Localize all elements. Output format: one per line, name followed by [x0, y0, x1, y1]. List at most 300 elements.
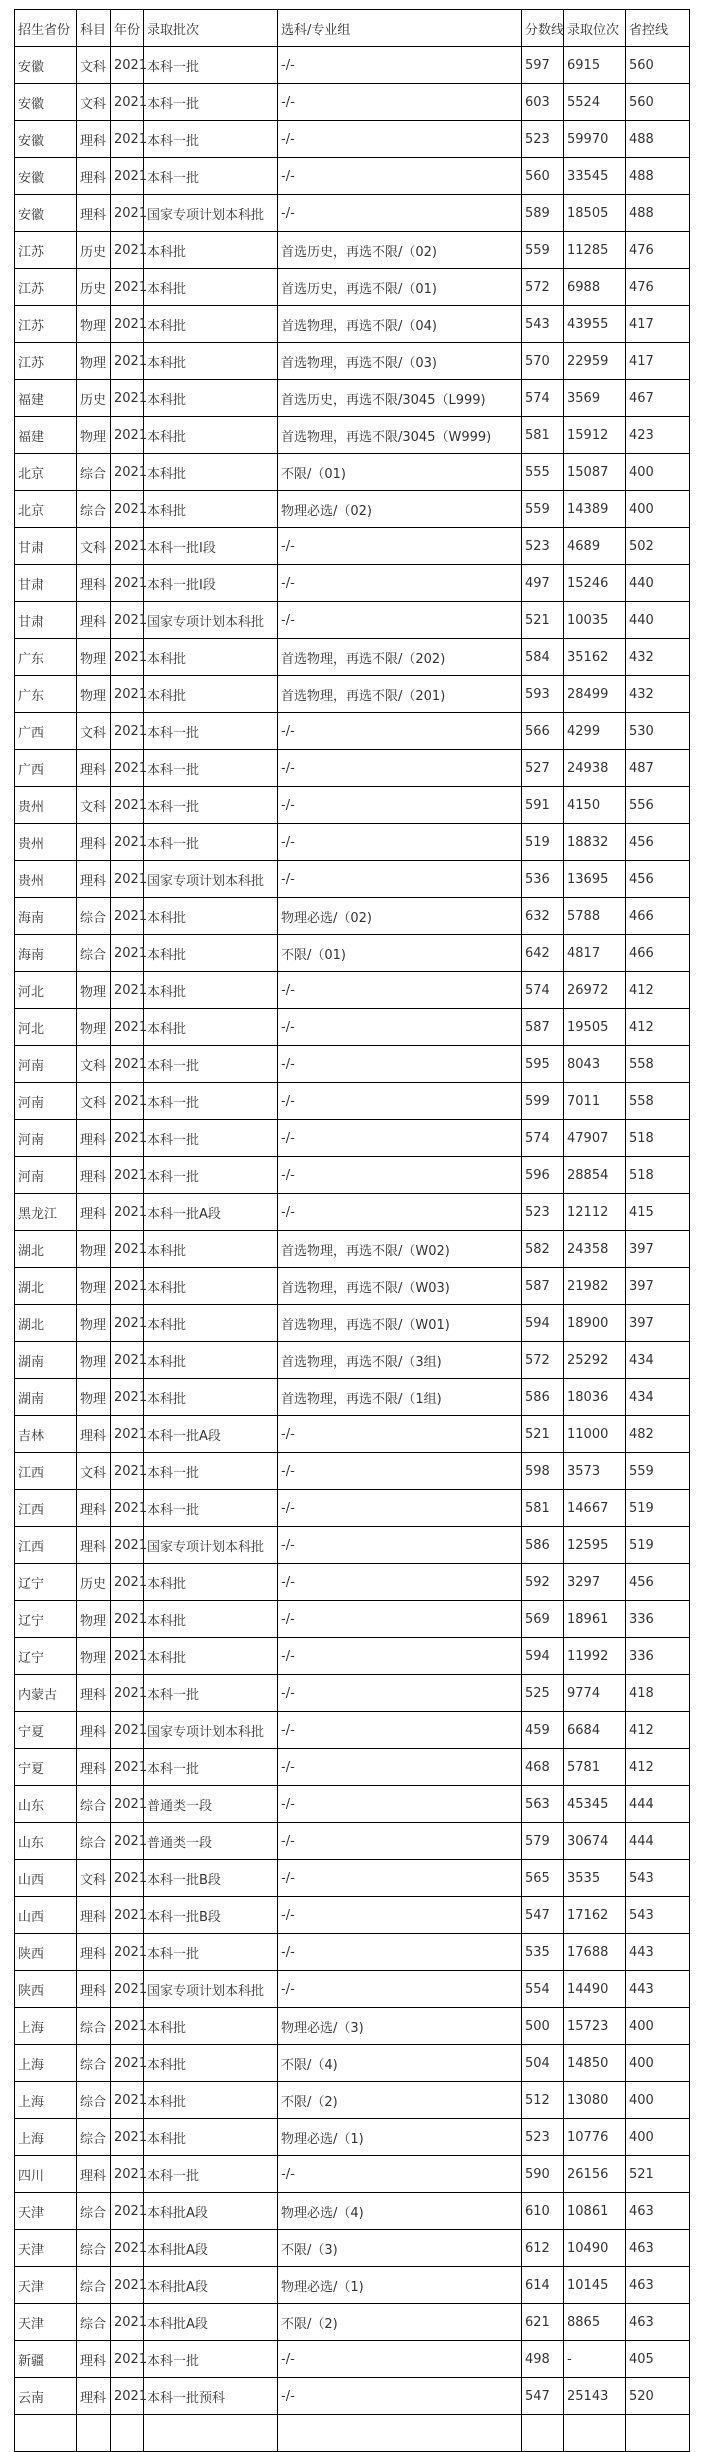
cell-rank — [564, 2415, 626, 2452]
cell-year: 2021 — [111, 898, 144, 935]
cell-score: 582 — [522, 1231, 564, 1268]
cell-year: 2021 — [111, 1897, 144, 1934]
cell-batch: 本科批 — [144, 269, 278, 306]
cell-year: 2021 — [111, 1860, 144, 1897]
cell-subject: 理科 — [77, 1194, 111, 1231]
cell-year: 2021 — [111, 1157, 144, 1194]
cell-subject-group: -/- — [278, 1601, 522, 1638]
cell-subject: 综合 — [77, 2008, 111, 2045]
cell-score — [522, 2415, 564, 2452]
cell-score: 543 — [522, 306, 564, 343]
cell-year: 2021 — [111, 528, 144, 565]
cell-province: 贵州 — [15, 861, 77, 898]
cell-subject: 理科 — [77, 602, 111, 639]
cell-subject-group: 不限/（2) — [278, 2082, 522, 2119]
cell-subject: 理科 — [77, 1120, 111, 1157]
cell-score: 547 — [522, 2378, 564, 2415]
cell-rank: 6915 — [564, 47, 626, 84]
table-row — [15, 1009, 690, 1046]
cell-score: 527 — [522, 750, 564, 787]
cell-subject-group: -/- — [278, 1120, 522, 1157]
cell-control-line: 400 — [626, 2119, 690, 2156]
cell-province: 广东 — [15, 676, 77, 713]
cell-subject: 物理 — [77, 1638, 111, 1675]
cell-rank: 17688 — [564, 1934, 626, 1971]
cell-batch: 本科一批 — [144, 1083, 278, 1120]
cell-score: 468 — [522, 1749, 564, 1786]
cell-rank: 15912 — [564, 417, 626, 454]
cell-year: 2021 — [111, 343, 144, 380]
cell-subject: 理科 — [77, 1712, 111, 1749]
cell-control-line: 456 — [626, 824, 690, 861]
cell-batch: 本科批 — [144, 1009, 278, 1046]
cell-control-line: 400 — [626, 2008, 690, 2045]
cell-batch: 本科批 — [144, 343, 278, 380]
cell-control-line: 543 — [626, 1897, 690, 1934]
cell-rank: 5524 — [564, 84, 626, 121]
cell-rank: 13695 — [564, 861, 626, 898]
cell-batch: 本科批 — [144, 1231, 278, 1268]
cell-batch: 本科一批A段 — [144, 1194, 278, 1231]
cell-subject-group: 首选物理，再选不限/（03) — [278, 343, 522, 380]
cell-province: 福建 — [15, 380, 77, 417]
cell-batch: 本科批 — [144, 2008, 278, 2045]
table-row — [15, 935, 690, 972]
cell-subject-group: 不限/（2) — [278, 2304, 522, 2341]
cell-score: 559 — [522, 232, 564, 269]
cell-subject: 综合 — [77, 1786, 111, 1823]
cell-subject: 物理 — [77, 1342, 111, 1379]
cell-rank: 11285 — [564, 232, 626, 269]
cell-control-line: 336 — [626, 1601, 690, 1638]
cell-score: 523 — [522, 1194, 564, 1231]
cell-batch: 本科批 — [144, 380, 278, 417]
cell-score: 597 — [522, 47, 564, 84]
table-header-row — [15, 10, 690, 47]
cell-batch: 本科批 — [144, 1379, 278, 1416]
cell-batch: 国家专项计划本科批 — [144, 1712, 278, 1749]
cell-batch: 本科一批 — [144, 84, 278, 121]
cell-province: 江苏 — [15, 343, 77, 380]
cell-subject-group: 物理必选/（1) — [278, 2267, 522, 2304]
cell-score: 572 — [522, 1342, 564, 1379]
cell-score: 521 — [522, 1416, 564, 1453]
cell-subject-group: -/- — [278, 1564, 522, 1601]
cell-subject-group: 首选物理，再选不限/（201) — [278, 676, 522, 713]
cell-score: 581 — [522, 417, 564, 454]
header-subject: 科目 — [77, 10, 111, 47]
cell-province: 安徽 — [15, 47, 77, 84]
cell-province: 河北 — [15, 1009, 77, 1046]
cell-score: 592 — [522, 1564, 564, 1601]
cell-year: 2021 — [111, 195, 144, 232]
cell-subject-group: 首选物理，再选不限/（W02) — [278, 1231, 522, 1268]
cell-subject: 理科 — [77, 565, 111, 602]
cell-subject: 文科 — [77, 1083, 111, 1120]
cell-subject-group: -/- — [278, 1046, 522, 1083]
cell-batch: 本科批 — [144, 1638, 278, 1675]
cell-control-line: 518 — [626, 1120, 690, 1157]
cell-year: 2021 — [111, 1231, 144, 1268]
cell-control-line: 530 — [626, 713, 690, 750]
cell-subject-group: 物理必选/（1) — [278, 2119, 522, 2156]
table-row — [15, 1527, 690, 1564]
cell-rank: - — [564, 2341, 626, 2378]
cell-province: 河南 — [15, 1157, 77, 1194]
cell-province: 辽宁 — [15, 1638, 77, 1675]
cell-subject-group: -/- — [278, 1083, 522, 1120]
cell-province: 黑龙江 — [15, 1194, 77, 1231]
cell-control-line: 405 — [626, 2341, 690, 2378]
table-row — [15, 2341, 690, 2378]
cell-control-line: 463 — [626, 2230, 690, 2267]
cell-batch: 本科一批B段 — [144, 1897, 278, 1934]
cell-province: 安徽 — [15, 121, 77, 158]
cell-control-line: 518 — [626, 1157, 690, 1194]
cell-subject-group: 首选物理，再选不限/（W01) — [278, 1305, 522, 1342]
cell-subject: 综合 — [77, 2304, 111, 2341]
cell-province: 甘肃 — [15, 528, 77, 565]
table-row — [15, 1823, 690, 1860]
table-row — [15, 2378, 690, 2415]
cell-subject: 物理 — [77, 1231, 111, 1268]
cell-subject-group: -/- — [278, 528, 522, 565]
cell-rank: 18832 — [564, 824, 626, 861]
cell-province — [15, 2415, 77, 2452]
table-row — [15, 1046, 690, 1083]
cell-rank: 4299 — [564, 713, 626, 750]
cell-year: 2021 — [111, 1342, 144, 1379]
table-row — [15, 84, 690, 121]
cell-subject-group: 首选物理，再选不限/（1组) — [278, 1379, 522, 1416]
cell-score: 589 — [522, 195, 564, 232]
cell-rank: 3297 — [564, 1564, 626, 1601]
cell-rank: 21982 — [564, 1268, 626, 1305]
table-row — [15, 1749, 690, 1786]
cell-province: 海南 — [15, 898, 77, 935]
cell-rank: 28499 — [564, 676, 626, 713]
cell-batch: 本科一批 — [144, 47, 278, 84]
cell-year: 2021 — [111, 2082, 144, 2119]
cell-subject: 理科 — [77, 2341, 111, 2378]
cell-province: 湖北 — [15, 1305, 77, 1342]
cell-control-line: 415 — [626, 1194, 690, 1231]
cell-control-line: 440 — [626, 602, 690, 639]
cell-subject: 物理 — [77, 676, 111, 713]
cell-subject-group: -/- — [278, 1416, 522, 1453]
cell-year: 2021 — [111, 491, 144, 528]
cell-subject: 物理 — [77, 1379, 111, 1416]
cell-score: 642 — [522, 935, 564, 972]
cell-province: 上海 — [15, 2082, 77, 2119]
table-row — [15, 158, 690, 195]
cell-control-line: 488 — [626, 195, 690, 232]
table-row — [15, 2415, 690, 2452]
cell-subject-group: 首选物理，再选不限/（202) — [278, 639, 522, 676]
cell-province: 广西 — [15, 713, 77, 750]
table-row — [15, 1453, 690, 1490]
cell-subject: 理科 — [77, 750, 111, 787]
cell-subject: 物理 — [77, 1009, 111, 1046]
cell-score: 560 — [522, 158, 564, 195]
cell-year: 2021 — [111, 417, 144, 454]
cell-batch: 本科批 — [144, 2045, 278, 2082]
cell-subject-group: -/- — [278, 1527, 522, 1564]
cell-province: 陕西 — [15, 1934, 77, 1971]
table-row — [15, 454, 690, 491]
cell-batch — [144, 2415, 278, 2452]
cell-subject: 综合 — [77, 898, 111, 935]
header-batch: 录取批次 — [144, 10, 278, 47]
cell-province: 广东 — [15, 639, 77, 676]
cell-subject-group: -/- — [278, 1009, 522, 1046]
cell-batch: 本科批 — [144, 491, 278, 528]
cell-province: 江苏 — [15, 269, 77, 306]
cell-rank: 25143 — [564, 2378, 626, 2415]
cell-subject: 文科 — [77, 787, 111, 824]
cell-subject: 理科 — [77, 195, 111, 232]
table-row — [15, 1638, 690, 1675]
cell-province: 福建 — [15, 417, 77, 454]
cell-score: 610 — [522, 2193, 564, 2230]
cell-control-line: 558 — [626, 1046, 690, 1083]
cell-control-line: 559 — [626, 1453, 690, 1490]
cell-year: 2021 — [111, 2267, 144, 2304]
cell-score: 512 — [522, 2082, 564, 2119]
cell-rank: 8043 — [564, 1046, 626, 1083]
cell-score: 536 — [522, 861, 564, 898]
cell-rank: 18036 — [564, 1379, 626, 1416]
cell-rank: 10145 — [564, 2267, 626, 2304]
cell-batch: 本科一批B段 — [144, 1860, 278, 1897]
cell-batch: 本科批 — [144, 972, 278, 1009]
cell-subject: 文科 — [77, 1860, 111, 1897]
cell-control-line: 463 — [626, 2267, 690, 2304]
table-row — [15, 676, 690, 713]
cell-rank: 14850 — [564, 2045, 626, 2082]
cell-rank: 14667 — [564, 1490, 626, 1527]
cell-subject-group: 物理必选/（02) — [278, 898, 522, 935]
cell-rank: 3573 — [564, 1453, 626, 1490]
cell-year: 2021 — [111, 1194, 144, 1231]
table-row — [15, 565, 690, 602]
cell-control-line: 476 — [626, 269, 690, 306]
cell-subject-group: -/- — [278, 1157, 522, 1194]
cell-year: 2021 — [111, 454, 144, 491]
cell-score: 612 — [522, 2230, 564, 2267]
cell-control-line: 434 — [626, 1342, 690, 1379]
table-row — [15, 121, 690, 158]
cell-control-line: 488 — [626, 158, 690, 195]
cell-subject: 历史 — [77, 269, 111, 306]
cell-subject: 理科 — [77, 1416, 111, 1453]
cell-score: 500 — [522, 2008, 564, 2045]
cell-control-line: 463 — [626, 2193, 690, 2230]
cell-batch: 本科一批 — [144, 824, 278, 861]
header-rank: 录取位次 — [564, 10, 626, 47]
cell-batch: 本科批 — [144, 2119, 278, 2156]
cell-batch: 本科批 — [144, 417, 278, 454]
cell-control-line: 466 — [626, 935, 690, 972]
cell-control-line: 423 — [626, 417, 690, 454]
cell-subject-group: 首选历史，再选不限/（02) — [278, 232, 522, 269]
cell-subject: 物理 — [77, 639, 111, 676]
cell-rank: 10035 — [564, 602, 626, 639]
cell-province: 海南 — [15, 935, 77, 972]
cell-year: 2021 — [111, 2008, 144, 2045]
cell-subject — [77, 2415, 111, 2452]
cell-score: 547 — [522, 1897, 564, 1934]
cell-rank: 9774 — [564, 1675, 626, 1712]
cell-score: 554 — [522, 1971, 564, 2008]
cell-control-line: 400 — [626, 454, 690, 491]
cell-score: 586 — [522, 1379, 564, 1416]
cell-rank: 4817 — [564, 935, 626, 972]
cell-rank: 13080 — [564, 2082, 626, 2119]
cell-year: 2021 — [111, 1490, 144, 1527]
cell-control-line: 488 — [626, 121, 690, 158]
table-row — [15, 2267, 690, 2304]
cell-batch: 普通类一段 — [144, 1786, 278, 1823]
table-row — [15, 2008, 690, 2045]
cell-batch: 本科一批 — [144, 1453, 278, 1490]
cell-score: 570 — [522, 343, 564, 380]
cell-subject: 综合 — [77, 935, 111, 972]
cell-control-line: 521 — [626, 2156, 690, 2193]
cell-batch: 国家专项计划本科批 — [144, 195, 278, 232]
cell-year: 2021 — [111, 787, 144, 824]
cell-subject-group: -/- — [278, 2378, 522, 2415]
cell-year: 2021 — [111, 47, 144, 84]
cell-control-line: 412 — [626, 1712, 690, 1749]
cell-score: 459 — [522, 1712, 564, 1749]
cell-batch: 本科一批 — [144, 1749, 278, 1786]
cell-subject: 理科 — [77, 1527, 111, 1564]
cell-batch: 本科批 — [144, 1268, 278, 1305]
table-row — [15, 1416, 690, 1453]
cell-rank: 15246 — [564, 565, 626, 602]
table-row — [15, 824, 690, 861]
cell-rank: 26156 — [564, 2156, 626, 2193]
cell-subject-group: -/- — [278, 1712, 522, 1749]
cell-control-line: 467 — [626, 380, 690, 417]
cell-control-line: 412 — [626, 1009, 690, 1046]
cell-subject: 文科 — [77, 1046, 111, 1083]
cell-subject: 综合 — [77, 2267, 111, 2304]
cell-province: 山东 — [15, 1786, 77, 1823]
cell-province: 湖南 — [15, 1379, 77, 1416]
cell-subject-group: 首选物理，再选不限/3045（W999) — [278, 417, 522, 454]
cell-control-line: 412 — [626, 972, 690, 1009]
cell-score: 595 — [522, 1046, 564, 1083]
cell-province: 北京 — [15, 454, 77, 491]
cell-batch: 本科批A段 — [144, 2304, 278, 2341]
cell-year: 2021 — [111, 1379, 144, 1416]
cell-rank: 35162 — [564, 639, 626, 676]
cell-control-line: 482 — [626, 1416, 690, 1453]
cell-year: 2021 — [111, 84, 144, 121]
cell-year: 2021 — [111, 1009, 144, 1046]
table-row — [15, 713, 690, 750]
cell-province: 云南 — [15, 2378, 77, 2415]
cell-rank: 6684 — [564, 1712, 626, 1749]
cell-batch: 本科一批 — [144, 750, 278, 787]
cell-rank: 11992 — [564, 1638, 626, 1675]
cell-subject-group: 首选物理，再选不限/（W03) — [278, 1268, 522, 1305]
cell-year: 2021 — [111, 2341, 144, 2378]
table-row — [15, 1379, 690, 1416]
cell-year: 2021 — [111, 1268, 144, 1305]
cell-subject: 文科 — [77, 84, 111, 121]
cell-year: 2021 — [111, 1083, 144, 1120]
cell-subject-group: -/- — [278, 750, 522, 787]
cell-control-line: 412 — [626, 1749, 690, 1786]
cell-rank: 14490 — [564, 1971, 626, 2008]
cell-score: 594 — [522, 1305, 564, 1342]
cell-rank: 18505 — [564, 195, 626, 232]
cell-subject-group: -/- — [278, 2341, 522, 2378]
cell-subject: 理科 — [77, 824, 111, 861]
cell-score: 584 — [522, 639, 564, 676]
cell-batch: 本科批 — [144, 935, 278, 972]
cell-year: 2021 — [111, 1971, 144, 2008]
cell-score: 559 — [522, 491, 564, 528]
cell-rank: 5788 — [564, 898, 626, 935]
cell-rank: 26972 — [564, 972, 626, 1009]
cell-province: 天津 — [15, 2230, 77, 2267]
table-row — [15, 1712, 690, 1749]
table-row — [15, 1268, 690, 1305]
cell-score: 525 — [522, 1675, 564, 1712]
cell-rank: 12112 — [564, 1194, 626, 1231]
table-row — [15, 380, 690, 417]
cell-subject-group: -/- — [278, 195, 522, 232]
cell-province: 江西 — [15, 1490, 77, 1527]
cell-score: 599 — [522, 1083, 564, 1120]
cell-province: 甘肃 — [15, 602, 77, 639]
cell-control-line: 417 — [626, 343, 690, 380]
cell-province: 内蒙古 — [15, 1675, 77, 1712]
cell-control-line: 487 — [626, 750, 690, 787]
cell-subject: 物理 — [77, 306, 111, 343]
cell-batch: 本科一批I段 — [144, 528, 278, 565]
cell-year: 2021 — [111, 1120, 144, 1157]
cell-subject-group: 物理必选/（3) — [278, 2008, 522, 2045]
cell-subject-group: 首选历史，再选不限/（01) — [278, 269, 522, 306]
table-row — [15, 2156, 690, 2193]
cell-subject-group: -/- — [278, 158, 522, 195]
cell-year: 2021 — [111, 1527, 144, 1564]
cell-batch: 本科一批 — [144, 1157, 278, 1194]
cell-year: 2021 — [111, 1453, 144, 1490]
cell-score: 632 — [522, 898, 564, 935]
cell-batch: 国家专项计划本科批 — [144, 1971, 278, 2008]
cell-year: 2021 — [111, 824, 144, 861]
cell-score: 498 — [522, 2341, 564, 2378]
cell-subject-group: -/- — [278, 1749, 522, 1786]
cell-year: 2021 — [111, 676, 144, 713]
cell-subject-group: 首选物理，再选不限/（04) — [278, 306, 522, 343]
cell-year: 2021 — [111, 1786, 144, 1823]
cell-rank: 33545 — [564, 158, 626, 195]
cell-year: 2021 — [111, 2045, 144, 2082]
cell-batch: 本科批 — [144, 454, 278, 491]
cell-province: 江苏 — [15, 306, 77, 343]
cell-control-line: 456 — [626, 1564, 690, 1601]
cell-batch: 普通类一段 — [144, 1823, 278, 1860]
table-row — [15, 1675, 690, 1712]
table-row — [15, 750, 690, 787]
